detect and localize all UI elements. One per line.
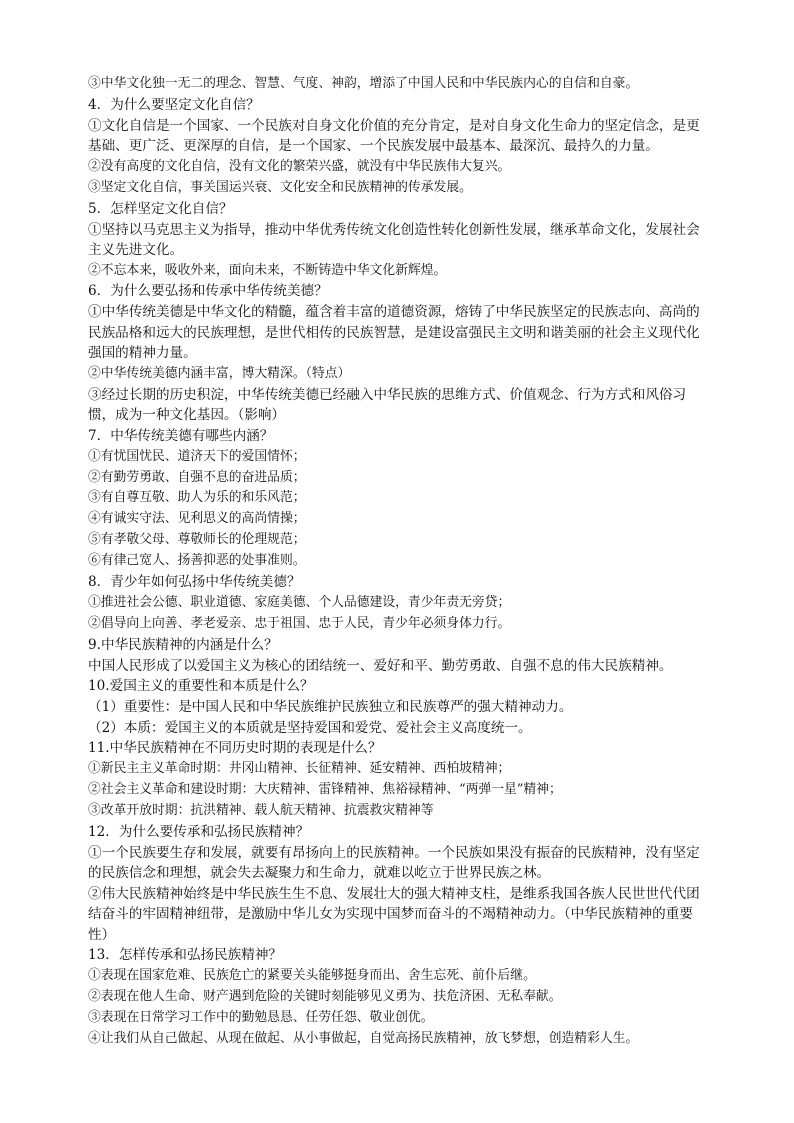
question-heading: 4．为什么要坚定文化自信？ bbox=[88, 96, 260, 113]
paragraph: ②中华传统美德内涵丰富，博大精深。（特点） bbox=[88, 365, 351, 381]
paragraph: （2）本质：爱国主义的本质就是坚持爱国和爱党、爱社会主义高度统一。 bbox=[88, 719, 532, 736]
list-item: ②社会主义革命和建设时期：大庆精神、雷锋精神、焦裕禄精神、“两弹一星”精神； bbox=[88, 781, 562, 797]
paragraph: ①文化自信是一个国家、一个民族对自身文化价值的充分肯定，是对自身文化生命力的坚定信念，是更基础、更广泛、更深厚的自信，是一个国家、一个民族发展中最基本、最深沉、最持久的力量。 bbox=[88, 117, 700, 155]
list-item: ⑥有律己宽人、扬善抑恶的处事准则。 bbox=[88, 553, 306, 569]
document-page bbox=[88, 74, 704, 1050]
question-heading: 6．为什么要弘扬和传承中华传统美德？ bbox=[88, 283, 328, 300]
paragraph: ②表现在他人生命、财产遇到危险的关键时刻能够见义勇为、扶危济困、无私奉献。 bbox=[88, 988, 562, 1004]
paragraph: ②不忘本来，吸收外来，面向未来，不断铸造中华文化新辉煌。 bbox=[88, 262, 447, 278]
paragraph: ③坚定文化自信，事关国运兴衰、文化安全和民族精神的传承发展。 bbox=[88, 179, 472, 195]
list-item: ①有忧国忧民、道济天下的爱国情怀； bbox=[88, 448, 306, 464]
question-heading: 7．中华传统美德有哪些内涵？ bbox=[88, 427, 274, 444]
paragraph: ①一个民族要生存和发展，就要有昂扬向上的民族精神。一个民族如果没有振奋的民族精神，没有坚定的民族信念和理想，就会失去凝聚力和生命力，就难以屹立于世界民族之林。 bbox=[88, 844, 700, 882]
question-heading: 10.爱国主义的重要性和本质是什么？ bbox=[88, 678, 314, 695]
paragraph: ①推进社会公德、职业道德、家庭美德、个人品德建设，青少年责无旁贷； bbox=[88, 595, 511, 610]
list-item: ①新民主主义革命时期：井冈山精神、长征精神、延安精神、西柏坡精神； bbox=[88, 761, 511, 777]
question-heading: 5．怎样坚定文化自信？ bbox=[88, 200, 233, 217]
paragraph: ③经过长期的历史积淀，中华传统美德已经融入中华民族的思维方式、价值观念、行为方式和风俗习惯，成为一种文化基因。（影响） bbox=[88, 386, 687, 424]
paragraph: ②伟大民族精神始终是中华民族生生不息、发展壮大的强大精神支柱，是维系我国各族人民世世代代团结奋斗的牢固精神纽带，是激励中华儿女为实现中国梦而奋斗的不竭精神动力。（中华民族精神的重要性） bbox=[88, 885, 700, 943]
question-heading: 9.中华民族精神的内涵是什么？ bbox=[88, 636, 278, 653]
paragraph: ③中华文化独一无二的理念、智慧、气度、神韵，增添了中国人民和中华民族内心的自信和自豪。 bbox=[88, 76, 639, 91]
question-heading: 8．青少年如何弘扬中华传统美德？ bbox=[88, 574, 301, 591]
question-heading: 12．为什么要传承和弘扬民族精神？ bbox=[88, 823, 310, 840]
paragraph: ①坚持以马克思主义为指导，推动中华优秀传统文化创造性转化创新性发展，继承革命文化，发展社会主义先进文化。 bbox=[88, 221, 700, 259]
list-item: ⑤有孝敬父母、尊敬师长的伦理规范； bbox=[88, 532, 306, 548]
paragraph: ①表现在国家危难、民族危亡的紧要关头能够挺身而出、舍生忘死、前仆后继。 bbox=[88, 968, 536, 984]
paragraph: ③表现在日常学习工作中的勤勉恳恳、任劳任怨、敬业创优。 bbox=[88, 1009, 434, 1025]
list-item: ②有勤劳勇敢、自强不息的奋进品质； bbox=[88, 469, 306, 485]
paragraph: ②倡导向上向善、孝老爱亲、忠于祖国、忠于人民，青少年必须身体力行。 bbox=[88, 615, 511, 631]
paragraph: ④让我们从自己做起、从现在做起、从小事做起，自觉高扬民族精神，放飞梦想，创造精彩人生。 bbox=[88, 1030, 639, 1046]
list-item: ③改革开放时期：抗洪精神、载人航天精神、抗震救灾精神等 bbox=[88, 802, 434, 818]
paragraph: ②没有高度的文化自信，没有文化的繁荣兴盛，就没有中华民族伟大复兴。 bbox=[88, 158, 511, 174]
list-item: ④有诚实守法、见利思义的高尚情操； bbox=[88, 511, 306, 527]
paragraph: ①中华传统美德是中华文化的精髓，蕴含着丰富的道德资源，熔铸了中华民族坚定的民族志向、高尚的民族品格和远大的民族理想，是世代相传的民族智慧，是建设富强民主文明和谐美丽的社会主义现代化强国的精神力量。 bbox=[88, 304, 700, 362]
question-heading: 13．怎样传承和弘扬民族精神？ bbox=[88, 947, 283, 964]
paragraph: （1）重要性：是中国人民和中华民族维护民族独立和民族尊严的强大精神动力。 bbox=[88, 699, 573, 716]
paragraph: 中国人民形成了以爱国主义为核心的团结统一、爱好和平、勤劳勇敢、自强不息的伟大民族精神。 bbox=[88, 657, 673, 674]
question-heading: 11.中华民族精神在不同历史时期的表现是什么？ bbox=[88, 740, 382, 757]
list-item: ③有自尊互敬、助人为乐的和乐风范； bbox=[88, 490, 306, 506]
